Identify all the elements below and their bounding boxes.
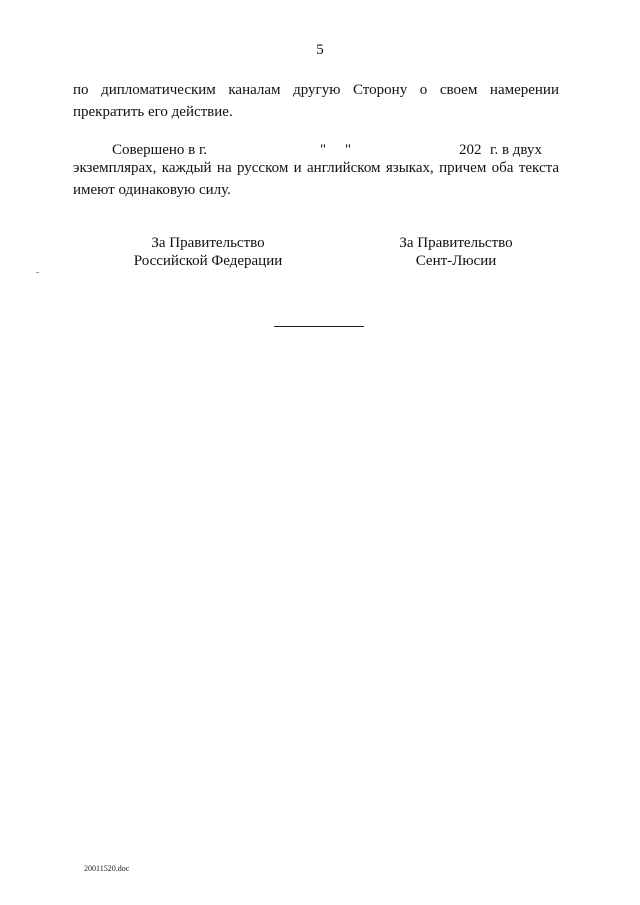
- year-text: 202: [459, 142, 482, 158]
- execution-paragraph: [73, 157, 559, 201]
- end-divider: [274, 326, 364, 327]
- signature-line: Российской Федерации: [133, 253, 283, 269]
- signature-line: За Правительство: [399, 235, 513, 251]
- date-open-quote: ": [320, 142, 327, 158]
- paragraph-line: имеют одинаковую силу.: [73, 182, 231, 198]
- copies-text: г. в двух: [490, 142, 542, 158]
- signature-block-russia: [108, 234, 308, 270]
- closing-paragraph: [73, 79, 559, 123]
- paragraph-line: по дипломатическим каналам другую Сторону о своем намерении: [73, 82, 559, 98]
- signature-line: За Правительство: [151, 235, 265, 251]
- margin-mark: [36, 272, 39, 273]
- paragraph-line: экземплярах, каждый на русском и английском языках, причем оба текста: [73, 160, 559, 176]
- date-close-quote: ": [345, 142, 352, 158]
- signature-line: Сент-Люсии: [415, 253, 497, 269]
- page-number: 5: [316, 42, 324, 58]
- paragraph-line: прекратить его действие.: [73, 104, 233, 120]
- done-at-label: Совершено в г.: [112, 142, 208, 158]
- footer-filename: 20011520.doc: [84, 864, 130, 873]
- signature-block-saint-lucia: [356, 234, 556, 270]
